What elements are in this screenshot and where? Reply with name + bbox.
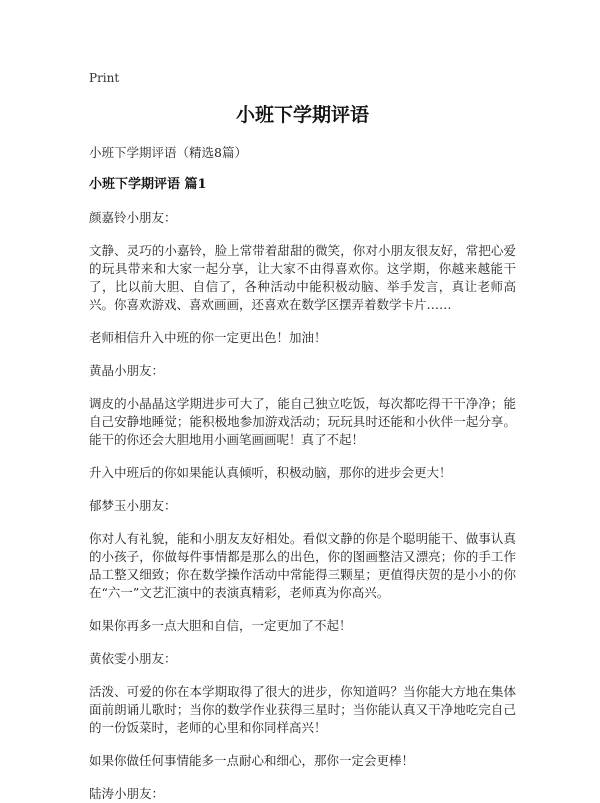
print-label: Print xyxy=(89,71,120,85)
paragraph-encouragement: 升入中班后的你如果能认真倾听，积极动脑，那你的进步会更大！ xyxy=(89,465,452,480)
paragraph-addressee: 黄晶小朋友： xyxy=(89,363,165,378)
paragraph-encouragement: 如果你再多一点大胆和自信，一定更加了不起！ xyxy=(89,618,352,633)
paragraph-addressee: 黄依雯小朋友： xyxy=(89,651,177,666)
section-heading: 小班下学期评语 篇1 xyxy=(89,177,207,192)
paragraph-comment: 你对人有礼貌，能和小朋友友好相处。看似文静的你是个聪明能干、做事认真的小孩子，你做每件事情都是那么的出色，你的图画整洁又漂亮；你的手工作品工整又细致；你在数学操作活动中常能得三颗星；更值得庆贺的是小小的你在“六一”文艺汇演中的表演真精彩，老师真为你高兴。 xyxy=(89,531,516,600)
paragraph-addressee: 郁梦玉小朋友： xyxy=(89,498,177,513)
paragraph-addressee: 颜嘉铃小朋友： xyxy=(89,210,177,225)
document-subtitle: 小班下学期评语（精选8篇） xyxy=(89,145,247,160)
paragraph-addressee: 陆涛小朋友： xyxy=(89,786,165,801)
paragraph-encouragement: 老师相信升入中班的你一定更出色！加油！ xyxy=(89,330,327,345)
document-title: 小班下学期评语 xyxy=(235,104,369,126)
paragraph-comment: 文静、灵巧的小嘉铃，脸上常带着甜甜的微笑，你对小朋友很友好，常把心爱的玩具带来和大家一起分享，让大家不由得喜欢你。这学期，你越来越能干了，比以前大胆、自信了，各种活动中能积极动脑、举手发言，真让老师高兴。你喜欢游戏、喜欢画画，还喜欢在数学区摆弄着数学卡片…… xyxy=(89,243,516,312)
paragraph-comment: 活泼、可爱的你在本学期取得了很大的进步，你知道吗？当你能大方地在集体面前朗诵儿歌时；当你的数学作业获得三星时；当你能认真又干净地吃完自己的一份饭菜时，老师的心里和你同样高兴！ xyxy=(89,684,516,735)
paragraph-encouragement: 如果你做任何事情能多一点耐心和细心，那你一定会更棒！ xyxy=(89,753,415,768)
paragraph-comment: 调皮的小晶晶这学期进步可大了，能自己独立吃饭，每次都吃得干干净净；能自己安静地睡觉；能积极地参加游戏活动；玩玩具时还能和小伙伴一起分享。能干的你还会大胆地用小画笔画画呢！真了不起！ xyxy=(89,396,516,447)
